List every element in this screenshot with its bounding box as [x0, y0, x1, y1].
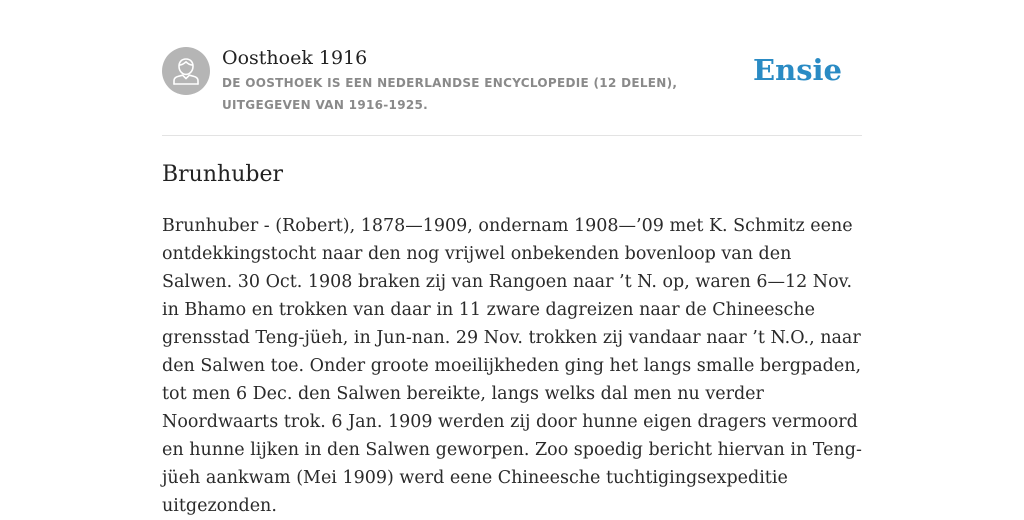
source-header — [162, 46, 862, 116]
header-divider — [162, 135, 862, 136]
entry-body: Brunhuber - (Robert), 1878—1909, ondernam 1908—’09 met K. Schmitz eene ontdekkingstocht naar den nog vrijwel onbekenden bovenloop van den Salwen. 30 Oct. 1908 braken zij van Rangoen naar ’t N. op, waren 6—12 Nov. in Bhamo en trokken van daar in 11 zware dagreizen naar de Chineesche grensstad Teng-jüeh, in Jun-nan. 29 Nov. trokken zij vandaar naar ’t N.O., naar den Salwen toe. Onder groote moeilijkheden ging het langs smalle bergpaden, tot men 6 Dec. den Salwen bereikte, langs welks dal men nu verder Noordwaarts trok. 6 Jan. 1909 werden zij door hunne eigen dragers vermoord en hunne lijken in den Salwen geworpen. Zoo spoedig bericht hiervan in Teng-jüeh aankwam (Mei 1909) werd eene Chineesche tuchtigingsexpeditie uitgezonden. — [162, 216, 862, 516]
ensie-logo[interactable]: Ensie — [753, 53, 842, 87]
person-outline-icon — [162, 47, 210, 95]
source-title[interactable]: Oosthoek 1916 — [222, 47, 368, 69]
entry-title: Brunhuber — [162, 162, 283, 187]
user-avatar-icon — [162, 47, 210, 95]
source-description: DE OOSTHOEK IS EEN NEDERLANDSE ENCYCLOPEDIE (12 DELEN), UITGEGEVEN VAN 1916-1925. — [222, 76, 678, 112]
